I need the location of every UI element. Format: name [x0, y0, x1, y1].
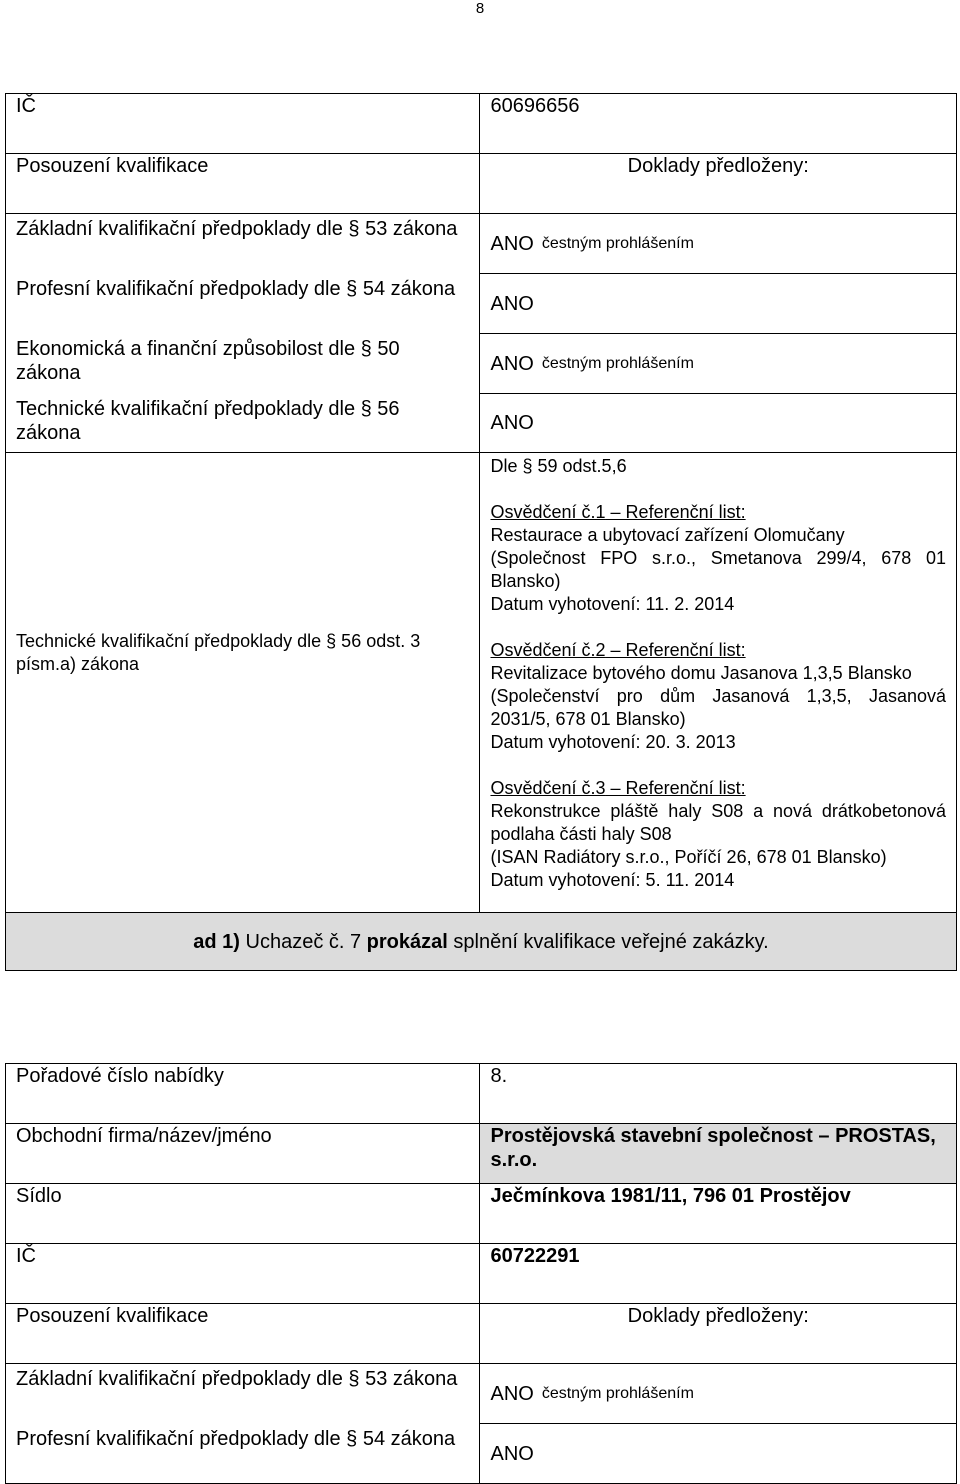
conclusion-verdict: prokázal	[366, 930, 448, 953]
ic-label: IČ	[6, 94, 480, 154]
assessment-label: Posouzení kvalifikace	[6, 154, 480, 214]
qualification-table-1	[5, 93, 957, 971]
seat-value: Ječmínkova 1981/11, 796 01 Prostějov	[480, 1184, 957, 1244]
firm-label: Obchodní firma/název/jméno	[6, 1124, 480, 1184]
firm-value: Prostějovská stavební společnost – PROSTAS, s.r.o.	[480, 1124, 957, 1184]
qualification-table-2	[5, 1063, 957, 1484]
certificate-1	[490, 501, 946, 616]
docs-label: Doklady předloženy:	[480, 154, 957, 214]
certificate-project: Rekonstrukce pláště haly S08 a nová drátkobetonová podlaha části haly S08	[490, 801, 946, 844]
ic-value: 60722291	[480, 1244, 957, 1304]
certificate-client: (ISAN Radiátory s.r.o., Poříčí 26, 678 01 Blansko)	[490, 847, 887, 867]
documents-list	[480, 214, 957, 453]
ano-value: ANO	[490, 1442, 534, 1465]
ano-value: ANO	[490, 352, 534, 375]
references-cell	[480, 453, 957, 913]
requirement-item: Ekonomická a finanční způsobilost dle § 50 zákona	[16, 338, 400, 384]
ic-value: 60696656	[480, 94, 957, 154]
declaration-note: čestným prohlášením	[541, 1384, 694, 1402]
certificate-subtitle: – Referenční list:	[605, 640, 746, 660]
conclusion-text: Uchazeč č. 7	[239, 930, 367, 953]
requirement-item: Základní kvalifikační předpoklady dle § 53 zákona	[16, 218, 458, 240]
certificate-3	[490, 777, 946, 892]
certificate-client: (Společenství pro dům Jasanová 1,3,5, Jasanová 2031/5, 678 01 Blansko)	[490, 686, 946, 729]
requirement-item: Profesní kvalifikační předpoklady dle § 54 zákona	[16, 278, 456, 300]
requirements-list	[6, 1364, 480, 1484]
certificate-subtitle: – Referenční list:	[605, 778, 746, 798]
order-label: Pořadové číslo nabídky	[6, 1064, 480, 1124]
ic-label: IČ	[6, 1244, 480, 1304]
certificate-date: Datum vyhotovení: 11. 2. 2014	[490, 594, 735, 614]
certificate-date: Datum vyhotovení: 20. 3. 2013	[490, 732, 736, 752]
certificate-title: Osvědčení č.3	[490, 778, 606, 798]
requirement-item: Technické kvalifikační předpoklady dle § 56 zákona	[16, 398, 400, 444]
certificate-2	[490, 639, 946, 754]
certificate-date: Datum vyhotovení: 5. 11. 2014	[490, 870, 735, 890]
conclusion-row	[6, 913, 957, 971]
conclusion-ref: ad 1)	[193, 930, 240, 953]
ano-value: ANO	[490, 232, 534, 255]
requirement-item: Základní kvalifikační předpoklady dle § 53 zákona	[16, 1368, 458, 1390]
legal-reference: Dle § 59 odst.5,6	[490, 456, 627, 476]
docs-label: Doklady předloženy:	[480, 1304, 957, 1364]
certificate-project: Restaurace a ubytovací zařízení Olomučany	[490, 525, 845, 545]
declaration-note: čestným prohlášením	[541, 354, 694, 372]
seat-label: Sídlo	[6, 1184, 480, 1244]
documents-list	[480, 1364, 957, 1484]
certificate-project: Revitalizace bytového domu Jasanova 1,3,5 Blansko	[490, 663, 912, 683]
certificate-title: Osvědčení č.2	[490, 640, 606, 660]
requirement-item: Profesní kvalifikační předpoklady dle § 54 zákona	[16, 1428, 456, 1450]
requirements-list	[6, 214, 480, 453]
certificate-client: (Společnost FPO s.r.o., Smetanova 299/4, 678 01 Blansko)	[490, 548, 946, 591]
order-value: 8.	[480, 1064, 957, 1124]
assessment-label: Posouzení kvalifikace	[6, 1304, 480, 1364]
certificate-subtitle: – Referenční list:	[605, 502, 746, 522]
ano-value: ANO	[490, 412, 534, 434]
ano-value: ANO	[490, 292, 534, 315]
conclusion-text-end: splnění kvalifikace veřejné zakázky.	[447, 930, 769, 953]
certificate-title: Osvědčení č.1	[490, 502, 606, 522]
page-number: 8	[475, 0, 485, 17]
technical-requirement: Technické kvalifikační předpoklady dle § 56 odst. 3 písm.a) zákona	[16, 630, 421, 674]
declaration-note: čestným prohlášením	[541, 234, 694, 252]
ano-value: ANO	[490, 1382, 534, 1405]
